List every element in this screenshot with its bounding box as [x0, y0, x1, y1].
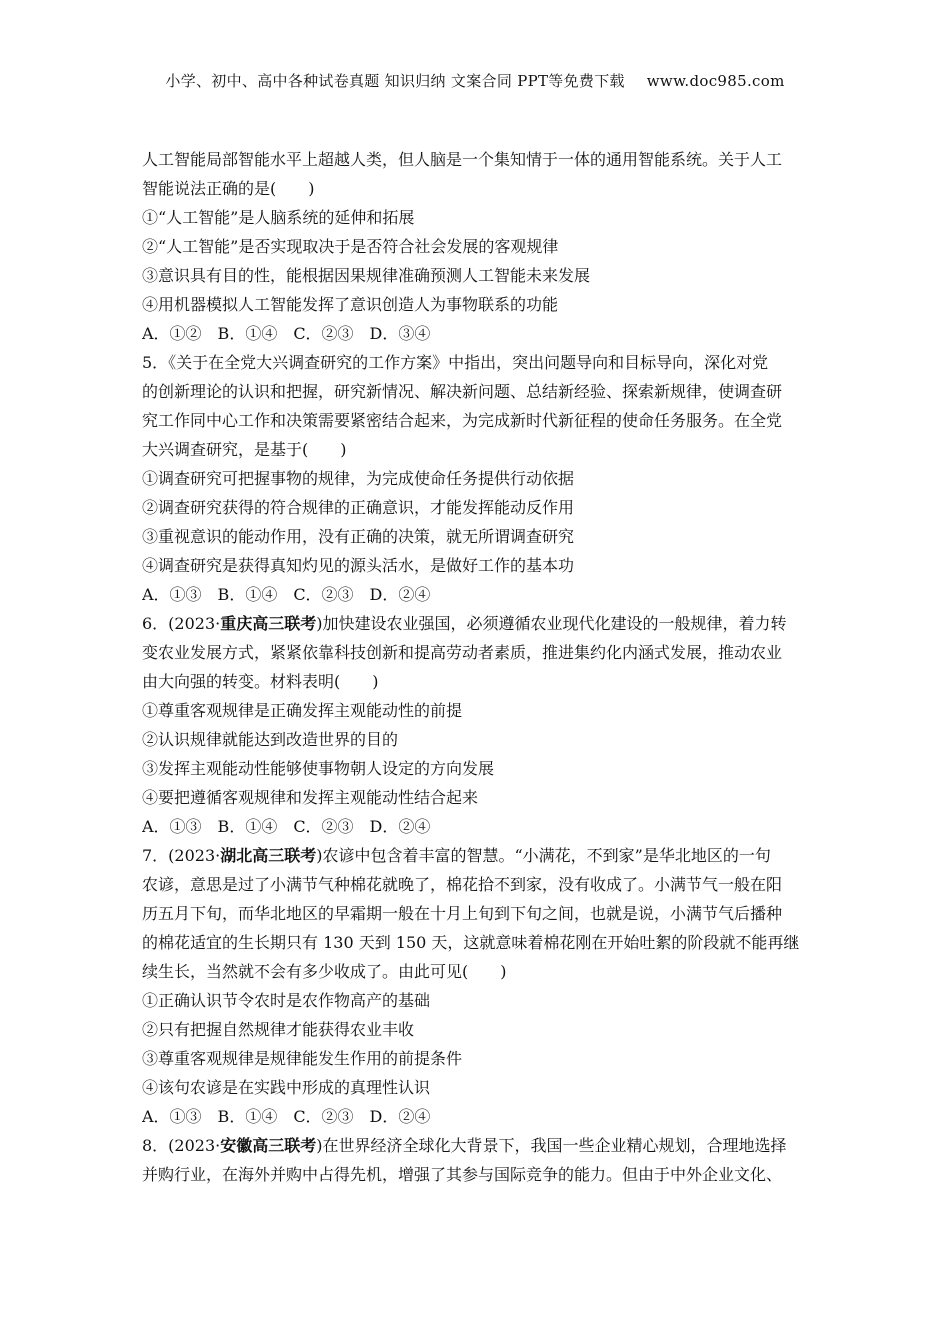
question-8: [142, 1131, 810, 1189]
page-header: [0, 70, 950, 91]
statement-2: ②调查研究获得的符合规律的正确意识，才能发挥能动反作用: [142, 498, 575, 517]
question-stem-line: 续生长，当然就不会有多少收成了。由此可见( ): [142, 962, 507, 981]
question-stem-line: 并购行业，在海外并购中占得先机，增强了其参与国际竞争的能力。但由于中外企业文化、: [142, 1165, 783, 1184]
question-stem-line: 农谚，意思是过了小满节气种棉花就晚了，棉花拾不到家，没有收成了。小满节气一般在阳: [142, 875, 783, 894]
statement-4: ④要把遵循客观规律和发挥主观能动性结合起来: [142, 788, 479, 807]
statement-3: ③重视意识的能动作用，没有正确的决策，就无所谓调查研究: [142, 527, 575, 546]
question-stem-line: 由大向强的转变。材料表明( ): [142, 672, 379, 691]
question-content: [142, 145, 810, 1189]
answer-options: A．①③ B．①④ C．②③ D．②④: [142, 817, 431, 836]
question-6: [142, 609, 810, 841]
answer-options: A．①③ B．①④ C．②③ D．②④: [142, 585, 431, 604]
question-stem-line: 历五月下旬，而华北地区的早霜期一般在十月上旬到下旬之间，也就是说，小满节气后播种: [142, 904, 783, 923]
question-stem-line: 人工智能局部智能水平上超越人类，但人脑是一个集知情于一体的通用智能系统。关于人工: [142, 150, 783, 169]
question-stem-text: )在世界经济全球化大背景下，我国一些企业精心规划，合理地选择: [316, 1136, 787, 1155]
question-stem-line: [142, 1131, 810, 1160]
header-site-text: 小学、初中、高中各种试卷真题 知识归纳 文案合同 PPT等免费下载: [165, 72, 625, 90]
question-4: [142, 145, 810, 348]
statement-4: ④调查研究是获得真知灼见的源头活水，是做好工作的基本功: [142, 556, 575, 575]
question-7: [142, 841, 810, 1131]
question-source: 重庆高三联考: [220, 614, 317, 633]
question-stem-line: 大兴调查研究，是基于( ): [142, 440, 347, 459]
question-stem-line: 变农业发展方式，紧紧依靠科技创新和提高劳动者素质，推进集约化内涵式发展，推动农业: [142, 643, 783, 662]
question-stem-line: 智能说法正确的是( ): [142, 179, 315, 198]
statement-2: ②只有把握自然规律才能获得农业丰收: [142, 1020, 415, 1039]
statement-1: ①调查研究可把握事物的规律，为完成使命任务提供行动依据: [142, 469, 575, 488]
answer-options: A．①③ B．①④ C．②③ D．②④: [142, 1107, 431, 1126]
question-number: 7．(2023·: [142, 846, 221, 865]
statement-4: ④用机器模拟人工智能发挥了意识创造人为事物联系的功能: [142, 295, 559, 314]
question-stem-text: )加快建设农业强国，必须遵循农业现代化建设的一般规律，着力转: [316, 614, 787, 633]
question-source: 安徽高三联考: [220, 1136, 317, 1155]
statement-3: ③发挥主观能动性能够使事物朝人设定的方向发展: [142, 759, 495, 778]
header-url: www.doc985.com: [646, 72, 785, 90]
statement-3: ③尊重客观规律是规律能发生作用的前提条件: [142, 1049, 463, 1068]
question-number: 6．(2023·: [142, 614, 221, 633]
question-stem-line: 的创新理论的认识和把握，研究新情况、解决新问题、总结新经验、探索新规律，使调查研: [142, 382, 783, 401]
statement-1: ①“人工智能”是人脑系统的延伸和拓展: [142, 208, 415, 227]
statement-1: ①正确认识节令农时是农作物高产的基础: [142, 991, 431, 1010]
question-source: 湖北高三联考: [220, 846, 317, 865]
question-stem-line: [142, 841, 810, 870]
question-stem-line: 的棉花适宜的生长期只有 130 天到 150 天，这就意味着棉花刚在开始吐絮的阶段就不能再继: [142, 933, 800, 952]
question-stem-line: 5．《关于在全党大兴调查研究的工作方案》中指出，突出问题导向和目标导向，深化对党: [142, 353, 769, 372]
statement-2: ②认识规律就能达到改造世界的目的: [142, 730, 399, 749]
question-stem-text: )农谚中包含着丰富的智慧。“小满花，不到家”是华北地区的一句: [316, 846, 771, 865]
statement-4: ④该句农谚是在实践中形成的真理性认识: [142, 1078, 431, 1097]
statement-3: ③意识具有目的性，能根据因果规律准确预测人工智能未来发展: [142, 266, 591, 285]
statement-1: ①尊重客观规律是正确发挥主观能动性的前提: [142, 701, 463, 720]
question-stem-line: 究工作同中心工作和决策需要紧密结合起来，为完成新时代新征程的使命任务服务。在全党: [142, 411, 783, 430]
answer-options: A．①② B．①④ C．②③ D．③④: [142, 324, 431, 343]
question-number: 8．(2023·: [142, 1136, 221, 1155]
question-5: [142, 348, 810, 609]
question-stem-line: [142, 609, 810, 638]
statement-2: ②“人工智能”是否实现取决于是否符合社会发展的客观规律: [142, 237, 559, 256]
